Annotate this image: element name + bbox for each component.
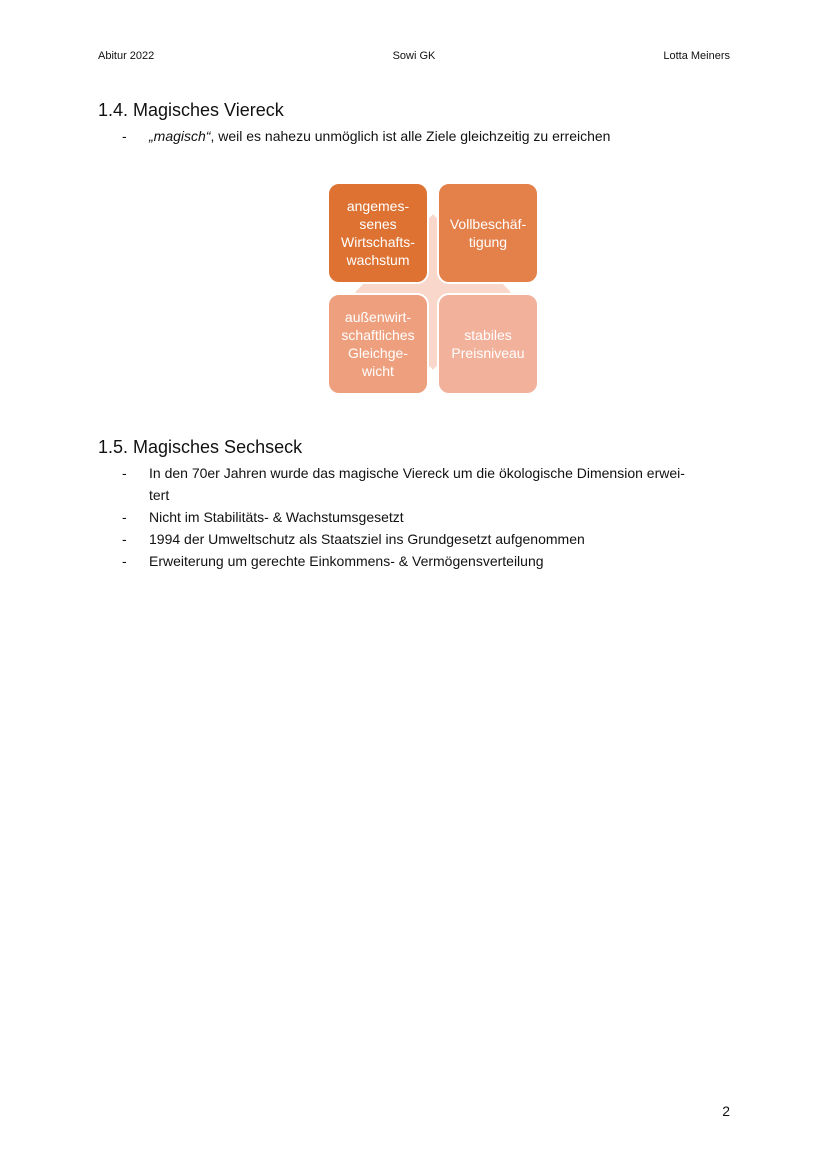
page-header [98, 50, 730, 66]
goal-box-vollbeschaeftigung [437, 182, 539, 284]
goal-label: Vollbeschäf- tigung [449, 216, 527, 250]
bullet-text: In den 70er Jahren wurde das magische Viereck um die ökologische Dimension erwei- tert [149, 465, 685, 503]
header-center: Sowi GK [392, 50, 436, 62]
goal-box-aussenwirtschaftliches-gleichgewicht [327, 293, 429, 395]
section2-bullet-list [122, 462, 732, 572]
goal-label: außenwirt- schaftliches Gleichge- wicht [341, 309, 415, 379]
emphasis-magisch: „magisch“ [149, 128, 211, 144]
goal-label: stabiles Preisniveau [451, 327, 525, 361]
list-item [122, 125, 732, 147]
bullet-text: , weil es nahezu unmöglich ist alle Ziele gleichzeitig zu erreichen [210, 128, 611, 144]
goal-box-wirtschaftswachstum [327, 182, 429, 284]
magic-square-diagram [300, 162, 568, 424]
section-title-magisches-viereck: 1.4. Magisches Viereck [98, 100, 284, 120]
section-title-magisches-sechseck: 1.5. Magisches Sechseck [98, 437, 303, 457]
goal-box-stabiles-preisniveau [437, 293, 539, 395]
list-item [122, 550, 732, 572]
bullet-text: Erweiterung um gerechte Einkommens- & Vermögensverteilung [149, 553, 544, 569]
page-number: 2 [722, 1103, 730, 1119]
list-item [122, 506, 732, 528]
header-left: Abitur 2022 [98, 50, 155, 62]
goal-label: angemes- senes Wirtschafts- wachstum [341, 198, 415, 268]
bullet-text: Nicht im Stabilitäts- & Wachstumsgesetzt [149, 509, 404, 525]
header-right: Lotta Meiners [663, 50, 730, 62]
section1-bullet-list [122, 125, 732, 147]
list-item [122, 528, 732, 550]
bullet-text: 1994 der Umweltschutz als Staatsziel ins Grundgesetzt aufgenommen [149, 531, 585, 547]
list-item [122, 462, 732, 506]
